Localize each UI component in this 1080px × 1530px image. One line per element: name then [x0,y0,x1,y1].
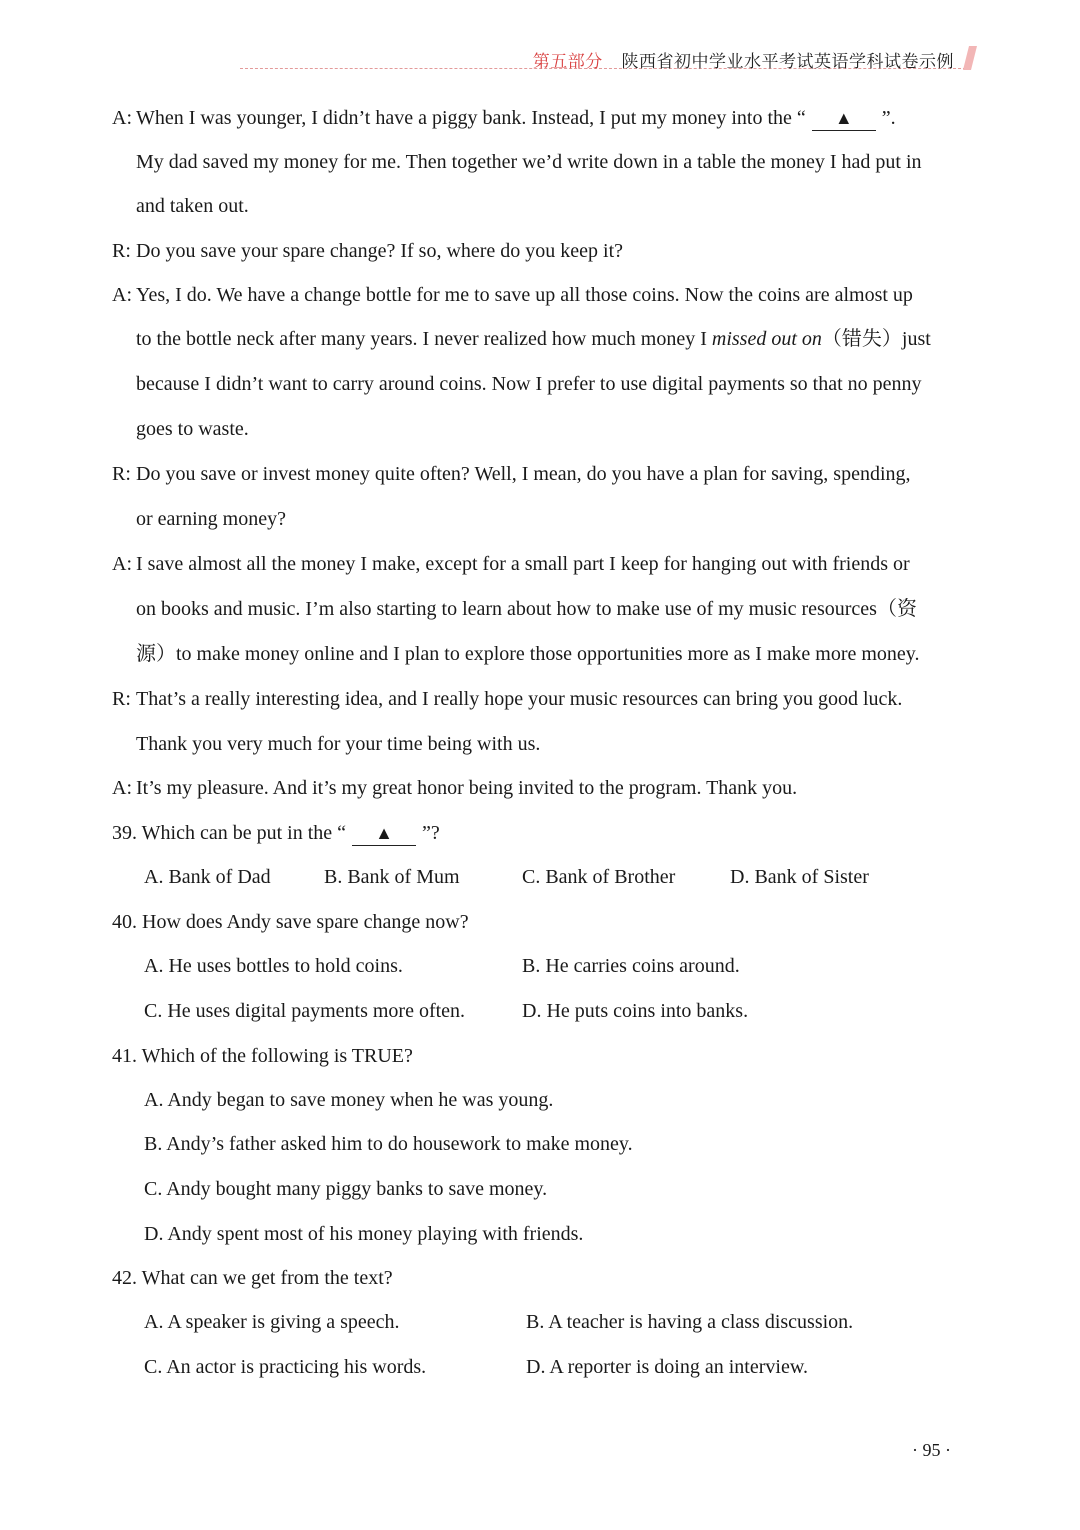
dialogue-text: on books and music. I’m also starting to learn about how to make use of my music resources（资 [136,598,917,620]
option-a[interactable]: A. He uses bottles to hold coins. [144,955,403,977]
dialogue-text: Do you save or invest money quite often? Well, I mean, do you have a plan for saving, spending, [136,463,911,485]
speaker-label: R: [112,463,131,485]
answer-blank: ▲ [812,106,876,131]
option-c[interactable]: C. He uses digital payments more often. [144,1000,466,1022]
option-d[interactable]: D. Andy spent most of his money playing with friends. [144,1223,584,1245]
speaker-label: A: [112,777,132,799]
header-title: 陕西省初中学业水平考试英语学科试卷示例 [621,52,954,71]
dialogue-text: It’s my pleasure. And it’s my great honor being invited to the program. Thank you. [136,777,798,799]
question-text [112,813,440,853]
question-text: 40. How does Andy save spare change now? [112,911,469,933]
page-header [240,42,980,72]
option-a[interactable]: A. Bank of Dad [144,866,271,888]
dialogue-text-part: When I was younger, I didn’t have a piggy bank. Instead, I put my money into the “ [136,107,806,129]
dialogue-text: I save almost all the money I make, except for a small part I keep for hanging out with friends or [136,553,910,575]
dialogue-text: goes to waste. [136,418,249,440]
header-accent-bar [963,46,977,70]
dialogue-text: Do you save your spare change? If so, where do you keep it? [136,240,624,262]
speaker-label: R: [112,240,131,262]
dialogue-text-part: to the bottle neck after many years. I never realized how much money I [136,328,712,350]
dialogue-text [136,98,896,138]
option-b[interactable]: B. A teacher is having a class discussion. [526,1311,854,1333]
option-a[interactable]: A. Andy began to save money when he was young. [144,1089,554,1111]
option-c[interactable]: C. Andy bought many piggy banks to save money. [144,1178,548,1200]
dialogue-text: My dad saved my money for me. Then together we’d write down in a table the money I had put in [136,151,922,173]
question-text: 41. Which of the following is TRUE? [112,1045,413,1067]
option-b[interactable]: B. He carries coins around. [522,955,740,977]
dialogue-text-part: ”. [881,107,896,129]
option-a[interactable]: A. A speaker is giving a speech. [144,1311,400,1333]
option-c[interactable]: C. Bank of Brother [522,866,676,888]
option-b[interactable]: B. Bank of Mum [324,866,460,888]
dialogue-text: Thank you very much for your time being with us. [136,733,541,755]
dialogue-text: because I didn’t want to carry around coins. Now I prefer to use digital payments so that no penny [136,373,922,395]
gloss: （错失）just [821,328,931,350]
option-d[interactable]: D. Bank of Sister [730,866,869,888]
header-part-label: 第五部分 [532,52,603,71]
option-d[interactable]: D. He puts coins into banks. [522,1000,749,1022]
answer-blank: ▲ [352,821,416,846]
question-text-part: ”? [422,822,440,844]
dialogue-text: That’s a really interesting idea, and I really hope your music resources can bring you good luck. [136,688,903,710]
option-d[interactable]: D. A reporter is doing an interview. [526,1356,808,1378]
question-text: 42. What can we get from the text? [112,1267,393,1289]
header-text [533,47,954,72]
dialogue-text: Yes, I do. We have a change bottle for me to save up all those coins. Now the coins are almost up [136,284,913,306]
dialogue-text: and taken out. [136,195,249,217]
option-b[interactable]: B. Andy’s father asked him to do housework to make money. [144,1133,633,1155]
speaker-label: A: [112,107,132,129]
speaker-label: A: [112,553,132,575]
speaker-label: A: [112,284,132,306]
speaker-label: R: [112,688,131,710]
dialogue-text: 源）to make money online and I plan to explore those opportunities more as I make more money. [136,643,920,665]
dialogue-text [136,319,931,359]
italic-phrase: missed out on [711,328,822,350]
page-number: · 95 · [912,1440,951,1460]
option-c[interactable]: C. An actor is practicing his words. [144,1356,427,1378]
question-text-part: 39. Which can be put in the “ [112,822,347,844]
dialogue-text: or earning money? [136,508,286,530]
